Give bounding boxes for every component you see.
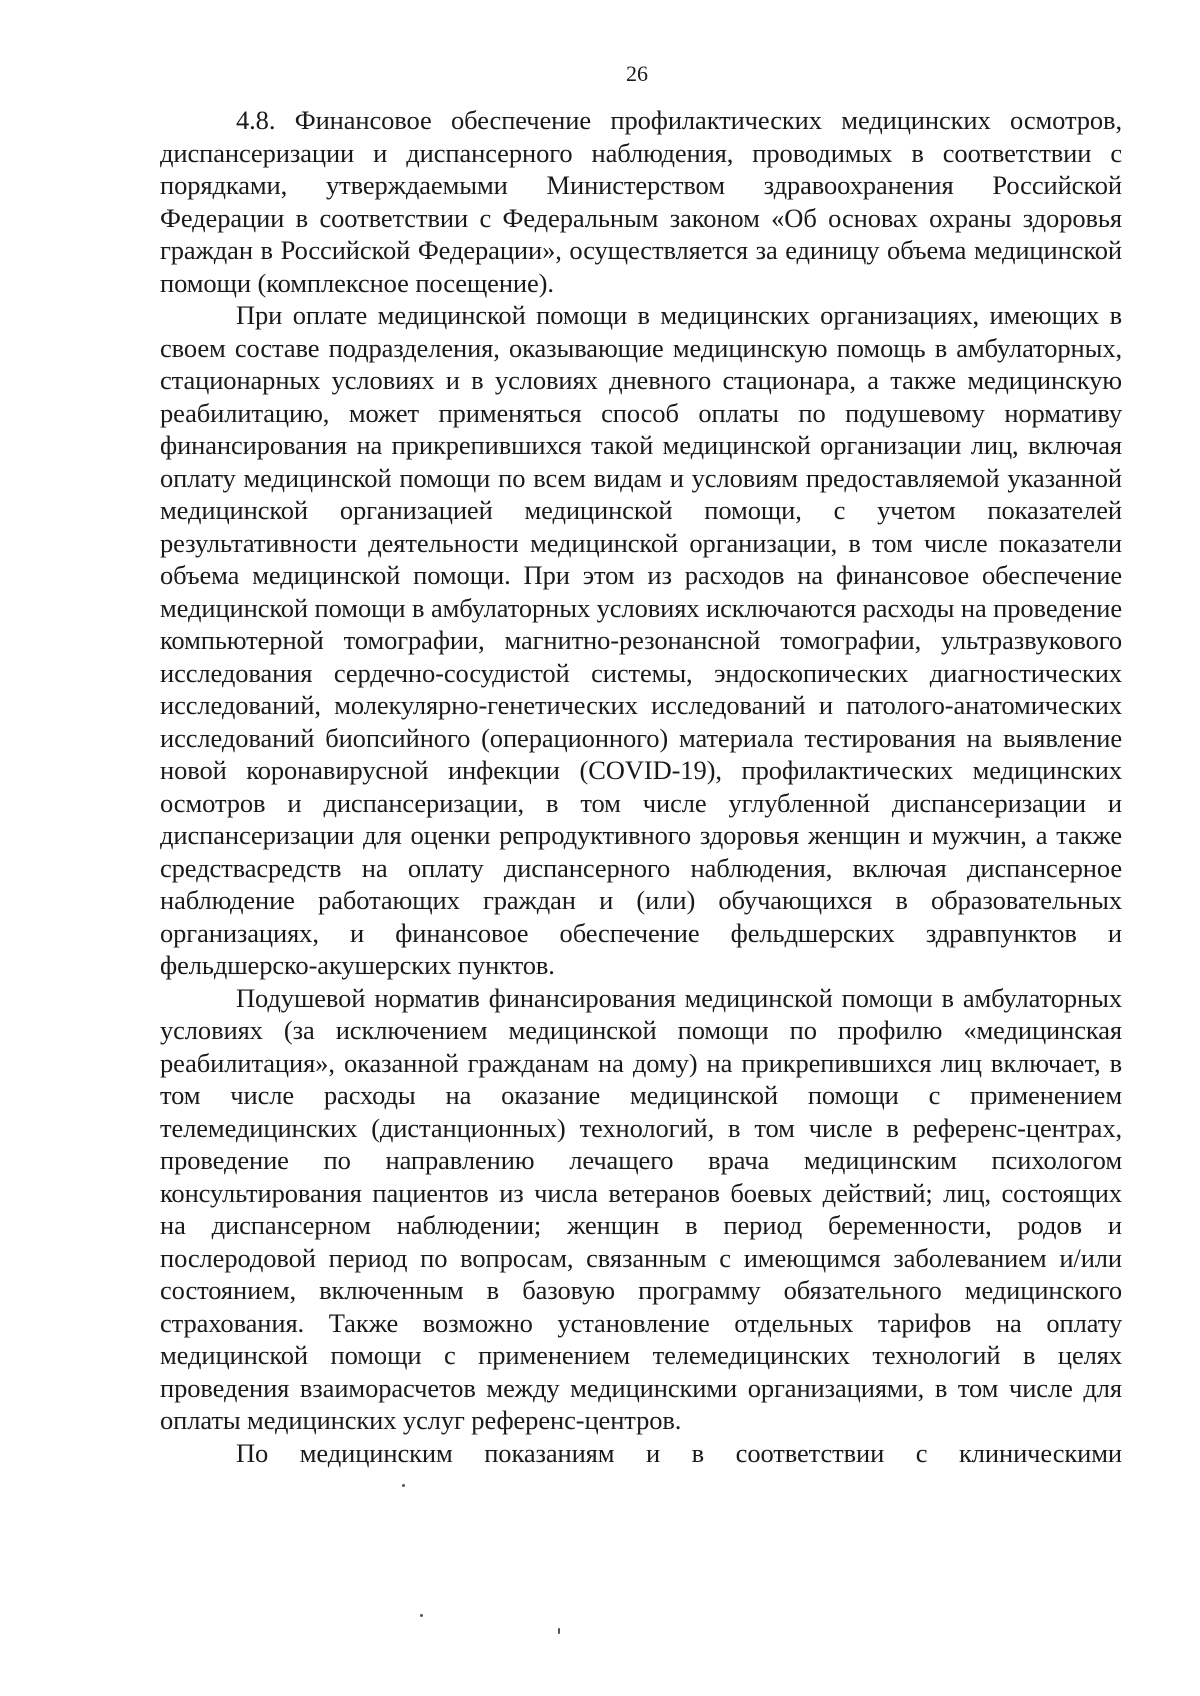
paragraph-4-8: 4.8. Финансовое обеспечение профилактических медицинских осмотров, диспансеризации и диспансерного наблюдения, проводимых в соответствии с порядками, утверждаемыми Министерством здравоохранения Российской Федерации в соответствии с Федеральным законом «Об основах охраны здоровья граждан в Российской Федерации», осуществляется за единицу объема медицинской помощи (комплексное посещение). — [160, 105, 1122, 298]
paragraph-payment-method: При оплате медицинской помощи в медицинских организациях, имеющих в своем составе подразделения, оказывающие медицинскую помощь в амбулаторных, стационарных условиях и в условиях дневного стационара, а также медицинскую реабилитацию, может применяться способ оплаты по подушевому нормативу финансирования на прикрепившихся такой медицинской организации лиц, включая оплату медицинской помощи по всем видам и условиям предоставляемой указанной медицинской организацией медицинской помощи, с учетом показателей результативности деятельности медицинской организации, в том числе показатели объема медицинской помощи. При этом из расходов на финансовое обеспечение медицинской помощи в амбулаторных условиях исключаются расходы на проведение компьютерной томографии, магнитно-резонансной томографии, ультразвукового исследования сердечно-сосудистой системы, эндоскопических диагностических исследований, молекулярно-генетических исследований и патолого-анатомических исследований биопсийного (операционного) материала тестирования на выявление новой коронавирусной инфекции (COVID-19), профилактических медицинских осмотров и диспансеризации, в том числе углубленной диспансеризации и диспансеризации для оценки репродуктивного здоровья женщин и мужчин, а также средствасредств на оплату диспансерного наблюдения, включая диспансерное наблюдение работающих граждан и (или) обучающихся в образовательных организациях, и финансовое обеспечение фельдшерских здравпунктов и фельдшерско-акушерских пунктов. — [160, 300, 1122, 980]
scan-speck — [402, 1484, 405, 1487]
page-number: 26 — [626, 61, 648, 86]
scan-speck — [558, 1628, 560, 1634]
scan-speck — [420, 1614, 423, 1617]
paragraph-medical-indications: По медицинским показаниям и в соответствии с клиническими — [236, 1437, 1122, 1468]
document-body — [160, 104, 1122, 1469]
paragraph-per-capita-norm: Подушевой норматив финансирования медицинской помощи в амбулаторных условиях (за исключением медицинской помощи по профилю «медицинская реабилитация», оказанной гражданам на дому) на прикрепившихся лиц включает, в том числе расходы на оказание медицинской помощи с применением телемедицинских (дистанционных) технологий, в том числе в референс-центрах, проведение по направлению лечащего врача медицинским психологом консультирования пациентов из числа ветеранов боевых действий; лиц, состоящих на диспансерном наблюдении; женщин в период беременности, родов и послеродовой период по вопросам, связанным с имеющимся заболеванием и/или состоянием, включенным в базовую программу обязательного медицинского страхования. Также возможно установление отдельных тарифов на оплату медицинской помощи с применением телемедицинских технологий в целях проведения взаиморасчетов между медицинскими организациями, в том числе для оплаты медицинских услуг референс-центров. — [160, 982, 1122, 1435]
